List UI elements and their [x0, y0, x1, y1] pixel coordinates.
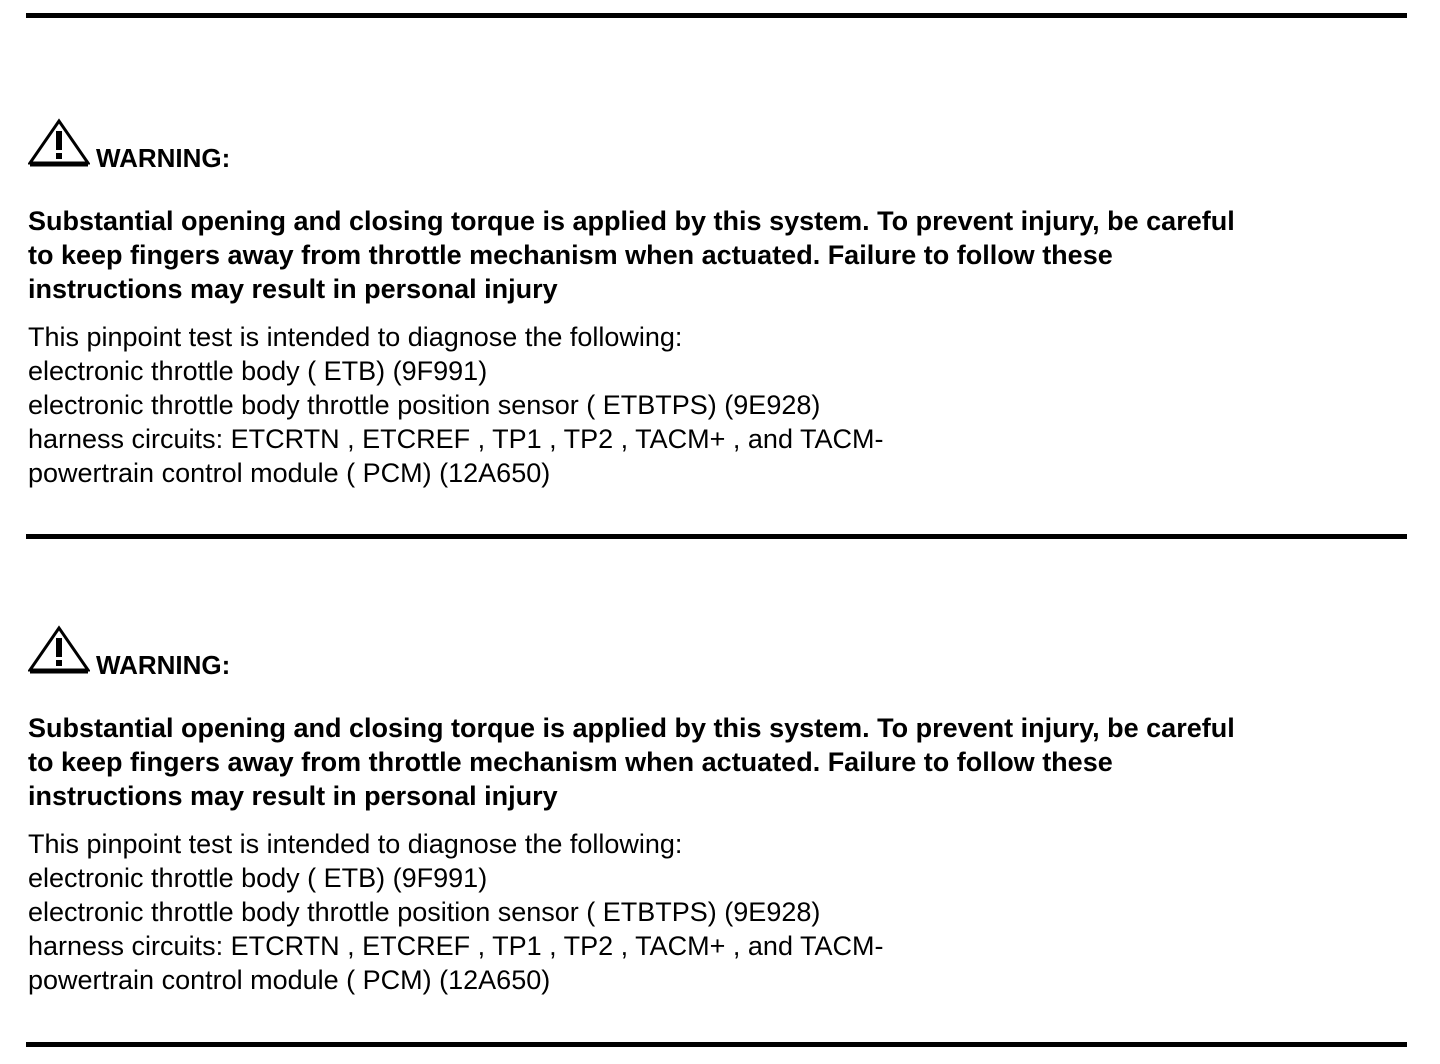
warning-header [28, 625, 428, 680]
diagnosis-intro: This pinpoint test is intended to diagnose the following: [28, 322, 683, 352]
warning-line: Substantial opening and closing torque is applied by this system. To prevent injury, be careful [28, 206, 1235, 236]
diagnosis-item: electronic throttle body throttle position sensor ( ETBTPS) (9E928) [28, 390, 821, 420]
warning-line: Substantial opening and closing torque is applied by this system. To prevent injury, be careful [28, 713, 1235, 743]
warning-triangle-icon [28, 118, 90, 168]
bottom-divider [26, 1042, 1407, 1047]
diagnosis-list [28, 320, 883, 490]
diagnosis-item: harness circuits: ETCRTN , ETCREF , TP1 , TP2 , TACM+ , and TACM- [28, 424, 884, 454]
top-divider [26, 13, 1407, 18]
warning-text [28, 711, 1418, 813]
warning-triangle-icon [28, 625, 90, 675]
diagnosis-item: harness circuits: ETCRTN , ETCREF , TP1 , TP2 , TACM+ , and TACM- [28, 931, 884, 961]
warning-text [28, 204, 1418, 306]
warning-label: WARNING: [96, 143, 231, 173]
diagnosis-item: electronic throttle body throttle position sensor ( ETBTPS) (9E928) [28, 897, 821, 927]
diagnosis-item: powertrain control module ( PCM) (12A650) [28, 458, 551, 488]
diagnosis-item: electronic throttle body ( ETB) (9F991) [28, 356, 488, 386]
warning-line: to keep fingers away from throttle mechanism when actuated. Failure to follow these [28, 747, 1113, 777]
warning-header [28, 118, 428, 173]
diagnosis-item: electronic throttle body ( ETB) (9F991) [28, 863, 488, 893]
middle-divider [26, 534, 1407, 539]
warning-label: WARNING: [96, 650, 231, 680]
diagnosis-intro: This pinpoint test is intended to diagnose the following: [28, 829, 683, 859]
warning-line: instructions may result in personal injury [28, 781, 558, 811]
diagnosis-list [28, 827, 883, 997]
warning-line: to keep fingers away from throttle mechanism when actuated. Failure to follow these [28, 240, 1113, 270]
diagnosis-item: powertrain control module ( PCM) (12A650) [28, 965, 551, 995]
warning-line: instructions may result in personal injury [28, 274, 558, 304]
